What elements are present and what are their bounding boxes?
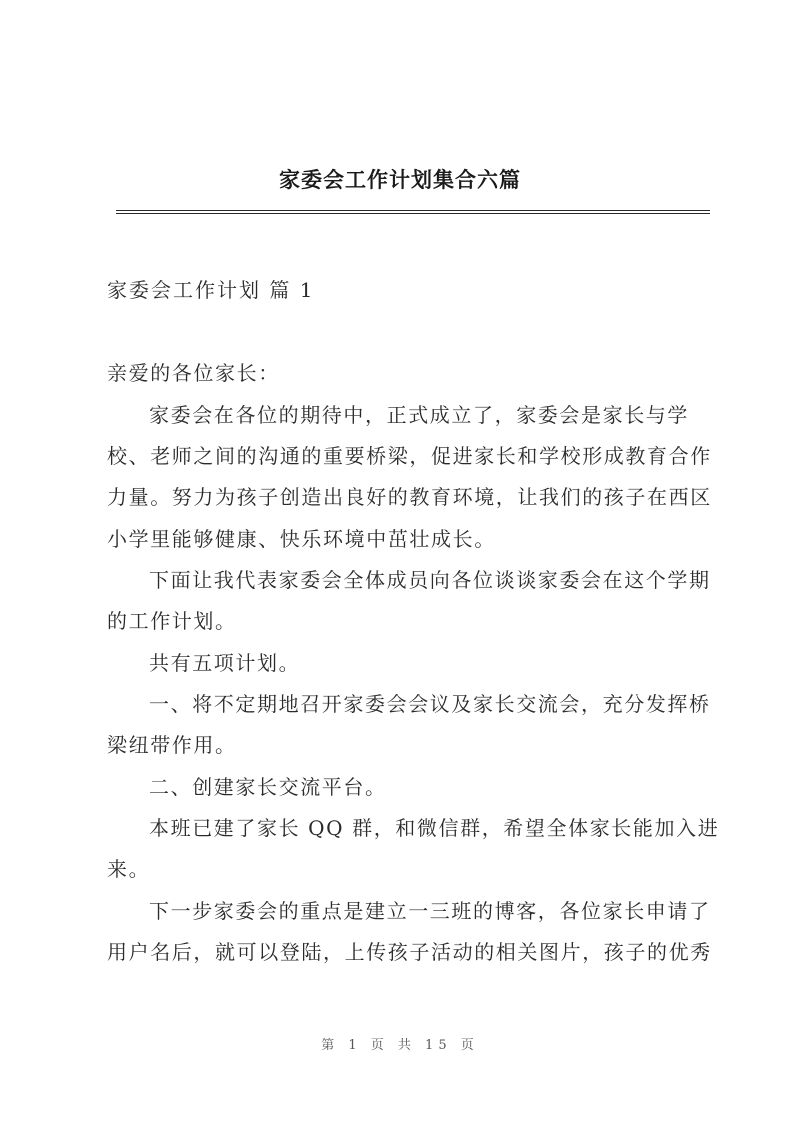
body-line: 校、老师之间的沟通的重要桥梁，促进家长和学校形成教育合作	[107, 444, 712, 468]
body-line: 家委会在各位的期待中，正式成立了，家委会是家长与学	[149, 403, 689, 427]
page-number-footer: 第 1 页 共 15 页	[321, 1038, 479, 1053]
body-line: 一、将不定期地召开家委会会议及家长交流会，充分发挥桥	[149, 692, 711, 716]
body-line: 的工作计划。	[107, 609, 237, 633]
body-line: 下一步家委会的重点是建立一三班的博客，各位家长申请了	[149, 899, 711, 923]
body-line: 下面让我代表家委会全体成员向各位谈谈家委会在这个学期	[149, 568, 711, 592]
body-line: 小学里能够健康、快乐环境中茁壮成长。	[107, 527, 496, 551]
body-line: 力量。努力为孩子创造出良好的教育环境，让我们的孩子在西区	[107, 485, 712, 509]
document-title: 家委会工作计划集合六篇	[279, 167, 521, 192]
body-line: 来。	[107, 857, 151, 881]
body-line: 本班已建了家长 QQ 群，和微信群，希望全体家长能加入进	[149, 816, 720, 840]
section-heading: 家委会工作计划 篇 1	[107, 278, 315, 302]
body-line: 共有五项计划。	[149, 651, 301, 675]
body-line: 用户名后，就可以登陆，上传孩子活动的相关图片，孩子的优秀	[107, 940, 712, 964]
body-line: 梁纽带作用。	[107, 733, 237, 757]
body-line: 二、创建家长交流平台。	[149, 775, 387, 799]
body-line: 亲爱的各位家长：	[107, 361, 280, 385]
title-divider	[116, 210, 710, 214]
